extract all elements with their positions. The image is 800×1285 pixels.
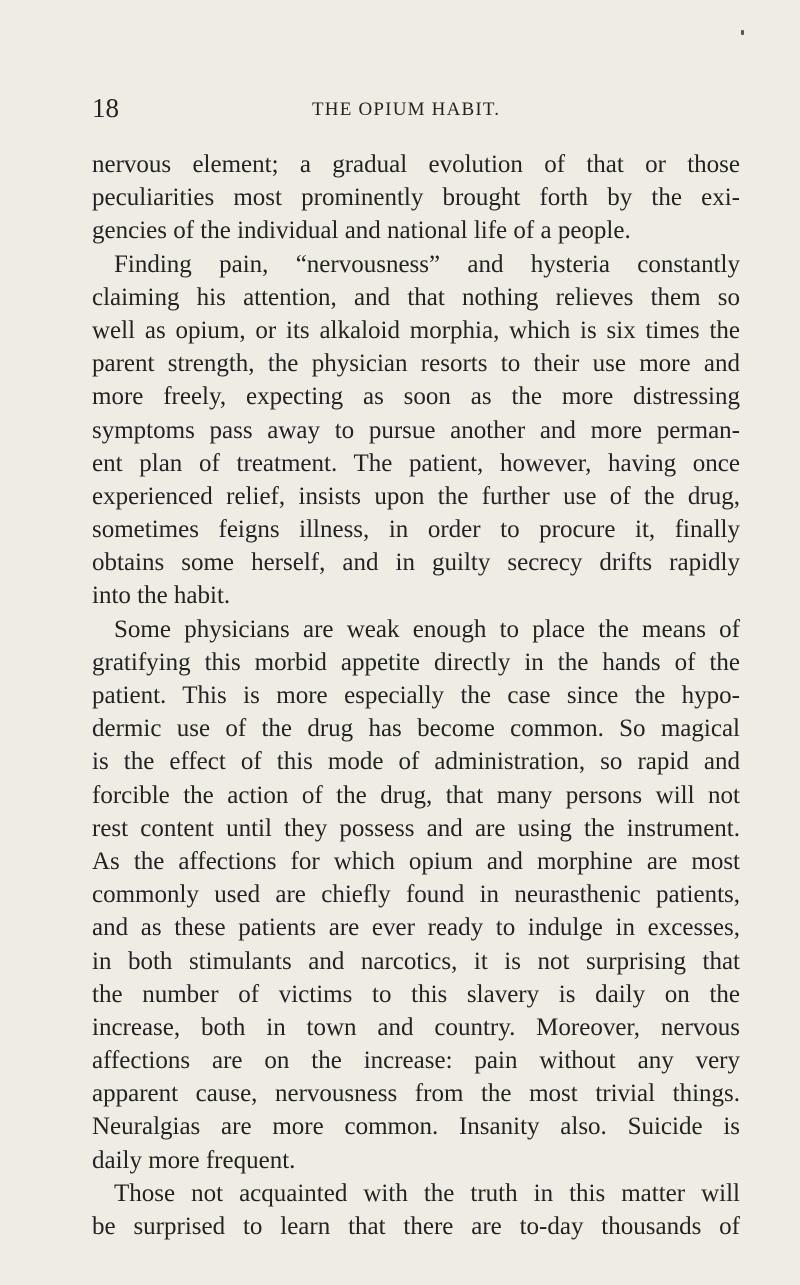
- text-line: experienced relief, insists upon the further use of the drug,: [92, 482, 740, 510]
- text-line: daily more frequent.: [92, 1146, 296, 1174]
- text-line: dermic use of the drug has become common. So magical: [92, 715, 740, 743]
- text-line: gratifying this morbid appetite directly in the hands of the: [92, 648, 740, 676]
- text-line: obtains some herself, and in guilty secrecy drifts rapidly: [92, 549, 740, 577]
- text-line: Neuralgias are more common. Insanity also. Suicide is: [92, 1113, 740, 1141]
- text-line: affections are on the increase: pain without any very: [92, 1047, 740, 1075]
- text-line: into the habit.: [92, 582, 231, 610]
- paragraph: [92, 1177, 740, 1243]
- text-line: claiming his attention, and that nothing relieves them so: [92, 283, 740, 311]
- text-line: well as opium, or its alkaloid morphia, which is six times the: [92, 316, 740, 344]
- text-line: As the affections for which opium and morphine are most: [92, 847, 740, 875]
- paragraph: [92, 248, 740, 613]
- text-line: commonly used are chiefly found in neurasthenic patients,: [92, 881, 740, 909]
- text-line: apparent cause, nervousness from the most trivial things.: [92, 1080, 740, 1108]
- text-line: Those not acquainted with the truth in this matter will: [114, 1179, 740, 1207]
- text-line: Some physicians are weak enough to place the means of: [114, 615, 740, 643]
- text-line: and as these patients are ever ready to indulge in excesses,: [92, 914, 740, 942]
- text-line: in both stimulants and narcotics, it is not surprising that: [92, 947, 740, 975]
- paragraph: [92, 613, 740, 1177]
- ink-speck: [741, 30, 744, 35]
- text-line: patient. This is more especially the case since the hypo-: [92, 682, 740, 709]
- text-line: peculiarities most prominently brought forth by the exi-: [92, 184, 740, 212]
- text-line: the number of victims to this slavery is daily on the: [92, 980, 740, 1008]
- running-head: THE OPIUM HABIT.: [312, 99, 501, 120]
- text-line: symptoms pass away to pursue another and more perman-: [92, 416, 740, 444]
- text-line: gencies of the individual and national life of a people.: [92, 217, 631, 245]
- text-line: ent plan of treatment. The patient, however, having once: [92, 449, 740, 477]
- text-line: Finding pain, “nervousness” and hysteria constantly: [114, 250, 740, 278]
- text-line: parent strength, the physician resorts to their use more and: [92, 350, 740, 378]
- page-number: 18: [92, 93, 119, 123]
- text-line: is the effect of this mode of administration, so rapid and: [92, 748, 740, 776]
- text-line: nervous element; a gradual evolution of that or those: [92, 151, 740, 178]
- text-line: more freely, expecting as soon as the more distressing: [92, 383, 740, 411]
- text-line: be surprised to learn that there are to-day thousands of: [92, 1213, 740, 1240]
- page-header: [92, 90, 740, 126]
- text-line: rest content until they possess and are using the instrument.: [92, 814, 740, 842]
- text-line: sometimes feigns illness, in order to procure it, finally: [92, 516, 740, 544]
- text-line: increase, both in town and country. Moreover, nervous: [92, 1013, 740, 1041]
- paragraph: [92, 148, 740, 248]
- body-text: [92, 148, 740, 1243]
- text-line: forcible the action of the drug, that many persons will not: [92, 781, 740, 809]
